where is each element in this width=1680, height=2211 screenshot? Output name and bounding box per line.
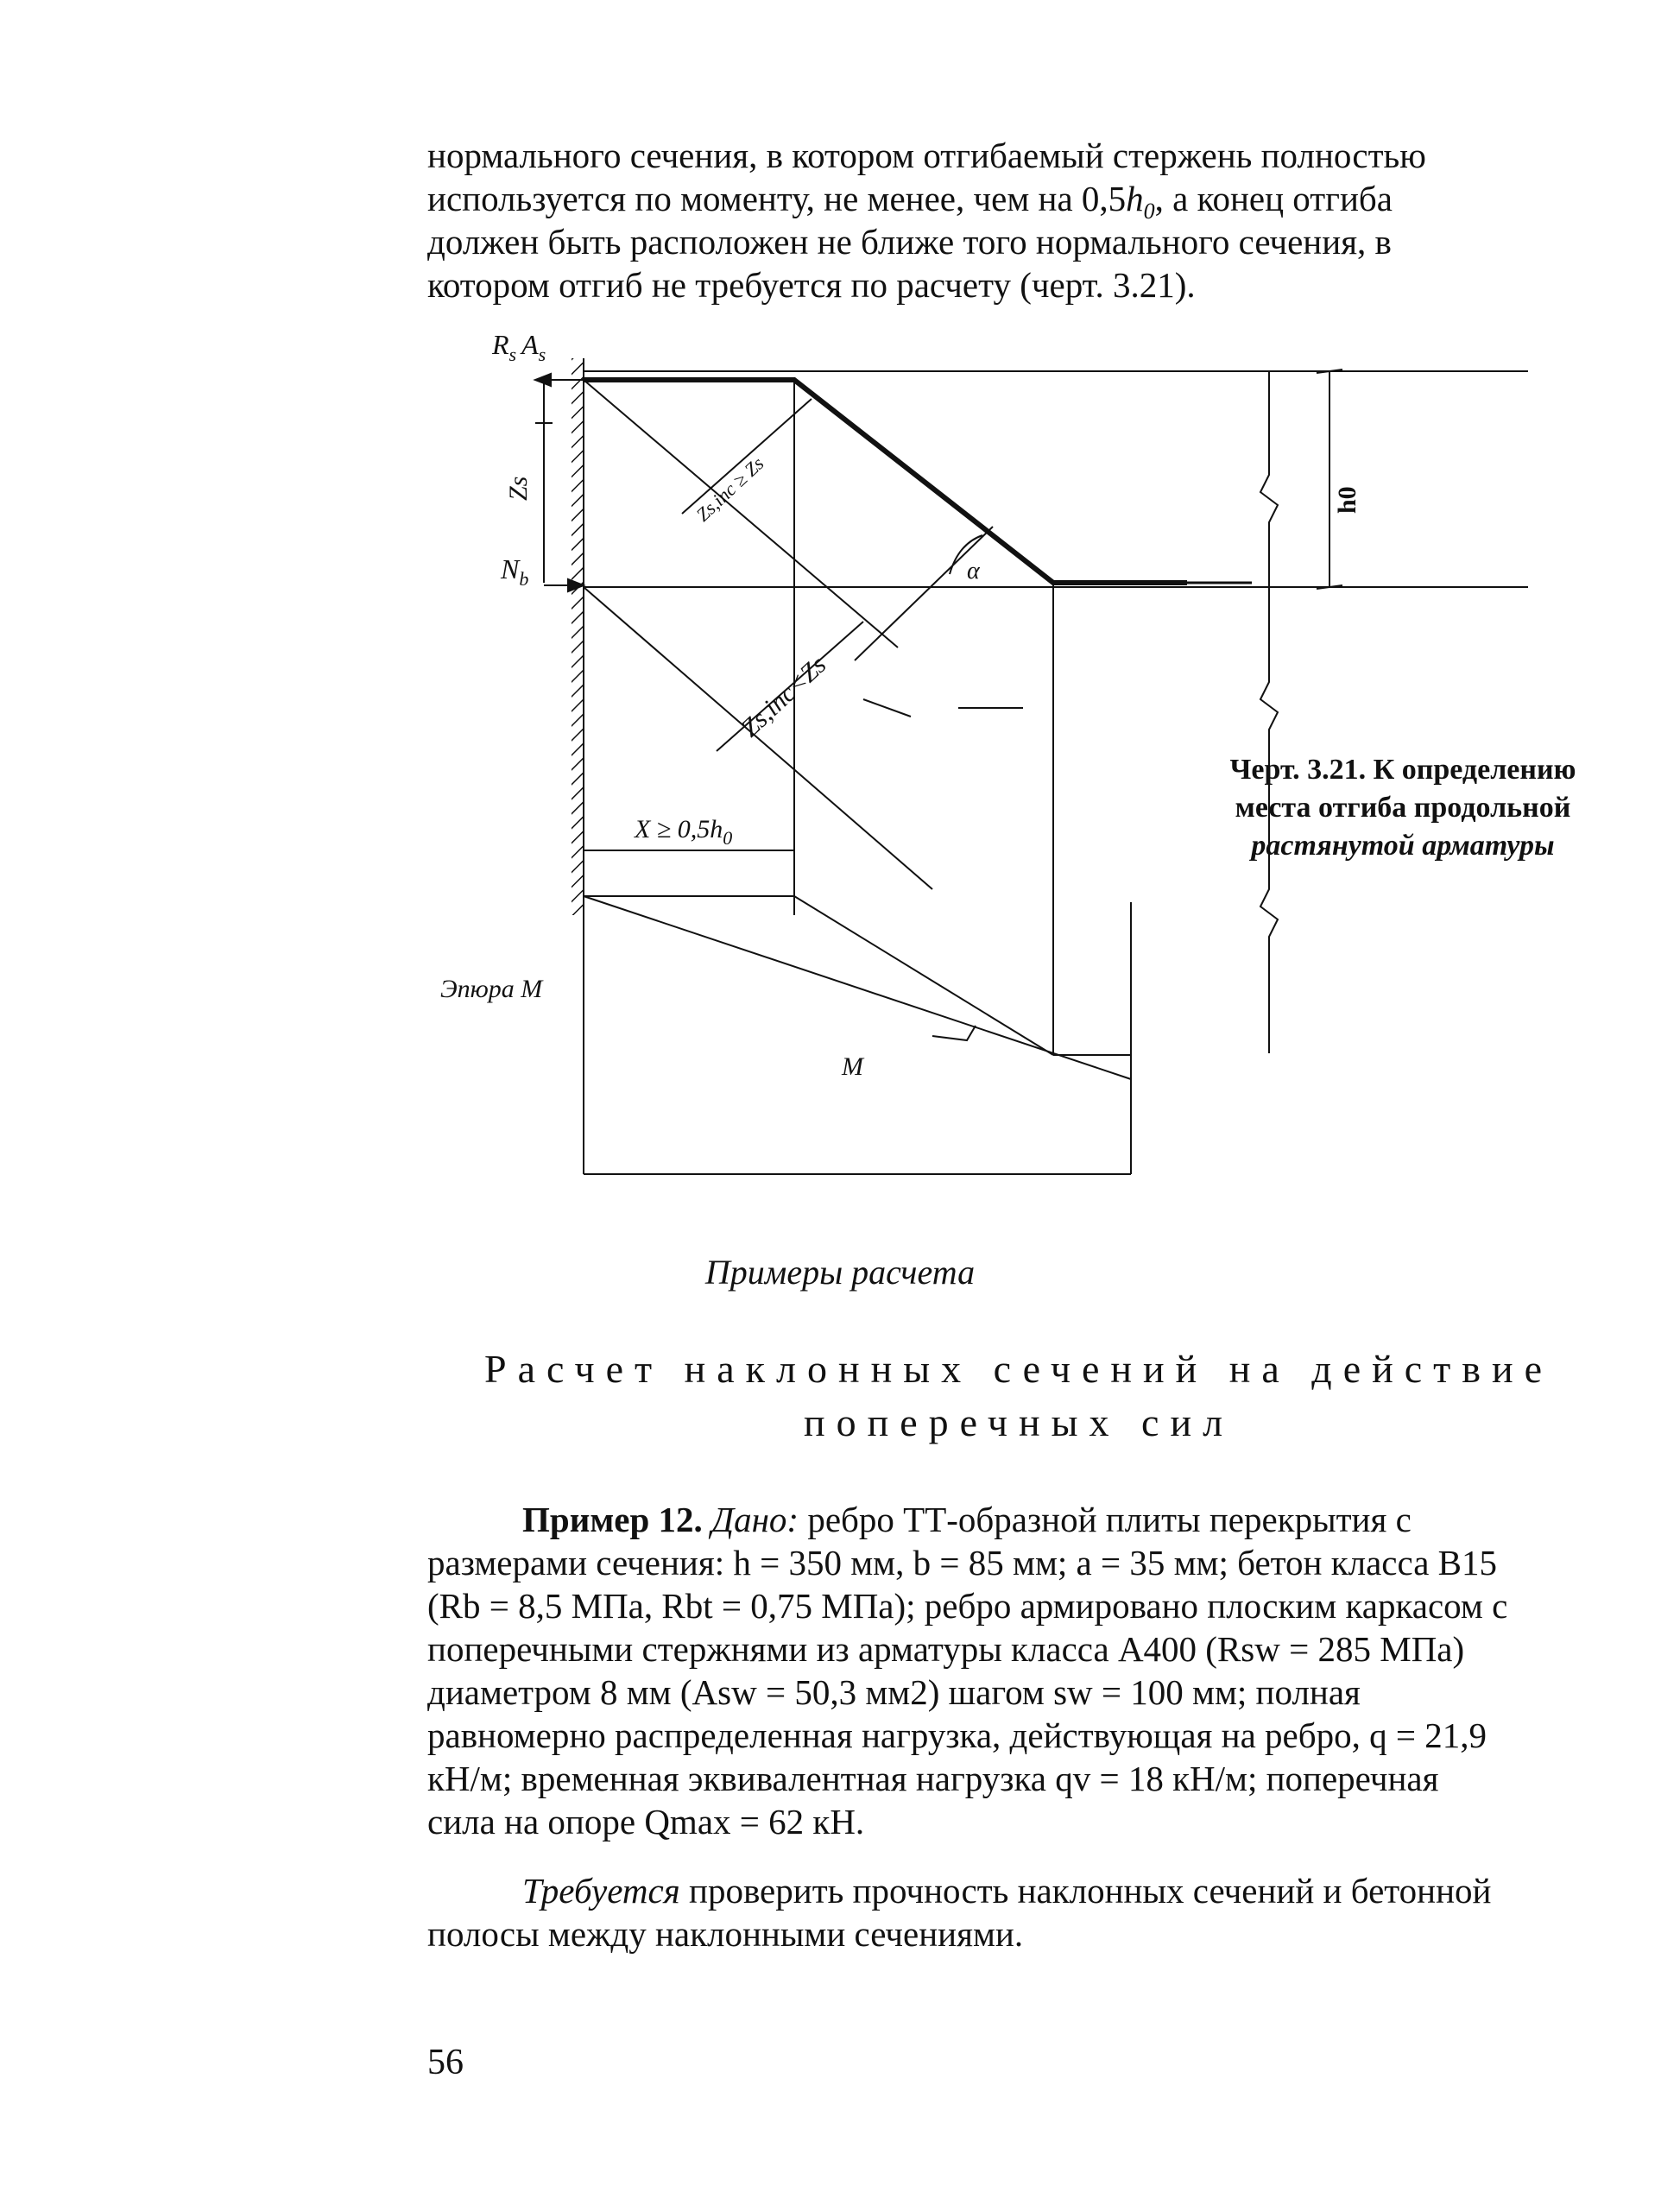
example-paragraph: [427, 1498, 1601, 1843]
caption-line-3: растянутой арматуры: [1251, 830, 1555, 862]
intro-paragraph: [427, 134, 1601, 306]
section-title-line-2: поперечных сил: [803, 1400, 1235, 1444]
example-line-3: (Rb = 8,5 МПа, Rbt = 0,75 МПа); ребро армировано плоским каркасом с: [427, 1586, 1508, 1626]
example-line-6: равномерно распределенная нагрузка, действующая на ребро, q = 21,9: [427, 1715, 1487, 1755]
intro-line-3: должен быть расположен не ближе того нормального сечения, в: [427, 222, 1392, 262]
example-line-2: размерами сечения: h = 350 мм, b = 85 мм; a = 35 мм; бетон класса B15: [427, 1543, 1497, 1582]
label-nb: $N_b$: [501, 553, 529, 590]
figure-caption: [1187, 751, 1619, 865]
section-title-line-1: Расчет наклонных сечений на действие: [483, 1347, 1554, 1391]
bent-bar: [584, 380, 1187, 583]
section-title: [414, 1342, 1623, 1450]
label-zsinc-bottom: Zs,inc<Zs: [736, 650, 832, 743]
subsection-heading: Примеры расчета: [704, 1253, 976, 1292]
page-number: 56: [427, 2043, 464, 2082]
caption-line-1: Черт. 3.21. К определению: [1229, 754, 1576, 786]
intro-line-4: котором отгиб не требуется по расчету (черт. 3.21).: [427, 265, 1196, 305]
requirement-line-1: Требуется проверить прочность наклонных сечений и бетонной: [522, 1871, 1492, 1911]
intro-line-1: нормального сечения, в котором отгибаемый стержень полностью: [427, 136, 1426, 175]
label-zs: Zs: [504, 476, 533, 501]
label-zsinc-top: Zs,inc ≥ Zs: [692, 452, 768, 526]
label-x-dim: $X \ge 0,5h_0$: [635, 815, 733, 849]
label-alpha: α: [967, 558, 980, 584]
example-line-4: поперечными стержнями из арматуры класса А400 (Rsw = 285 МПа): [427, 1629, 1465, 1669]
label-rs: $R_s$ $A_s$: [492, 329, 546, 365]
requirement-line-2: полосы между наклонными сечениями.: [427, 1914, 1024, 1954]
caption-line-2: места отгиба продольной: [1235, 792, 1571, 824]
example-line-5: диаметром 8 мм (Asw = 50,3 мм2) шагом sw = 100 мм; полная: [427, 1672, 1361, 1712]
label-h0: h0: [1333, 486, 1361, 514]
dim-zsinc-top: [682, 399, 812, 514]
support-hatch: [572, 358, 584, 915]
example-line-7: кН/м; временная эквивалентная нагрузка qv = 18 кН/м; поперечная: [427, 1759, 1439, 1798]
label-m: M: [842, 1052, 863, 1081]
example-line-8: сила на опоре Qmax = 62 кН.: [427, 1802, 865, 1841]
diag-1: [584, 380, 898, 648]
requirement-paragraph: [427, 1869, 1601, 1955]
break-line: [1260, 371, 1278, 1053]
intro-line-2: используется по моменту, не менее, чем на $0,5h_0$, а конец отгиба: [427, 179, 1393, 224]
label-epure: Эпюра М: [440, 975, 543, 1003]
example-line-1: Пример 12. Дано: ребро ТТ-образной плиты перекрытия с: [522, 1500, 1412, 1539]
